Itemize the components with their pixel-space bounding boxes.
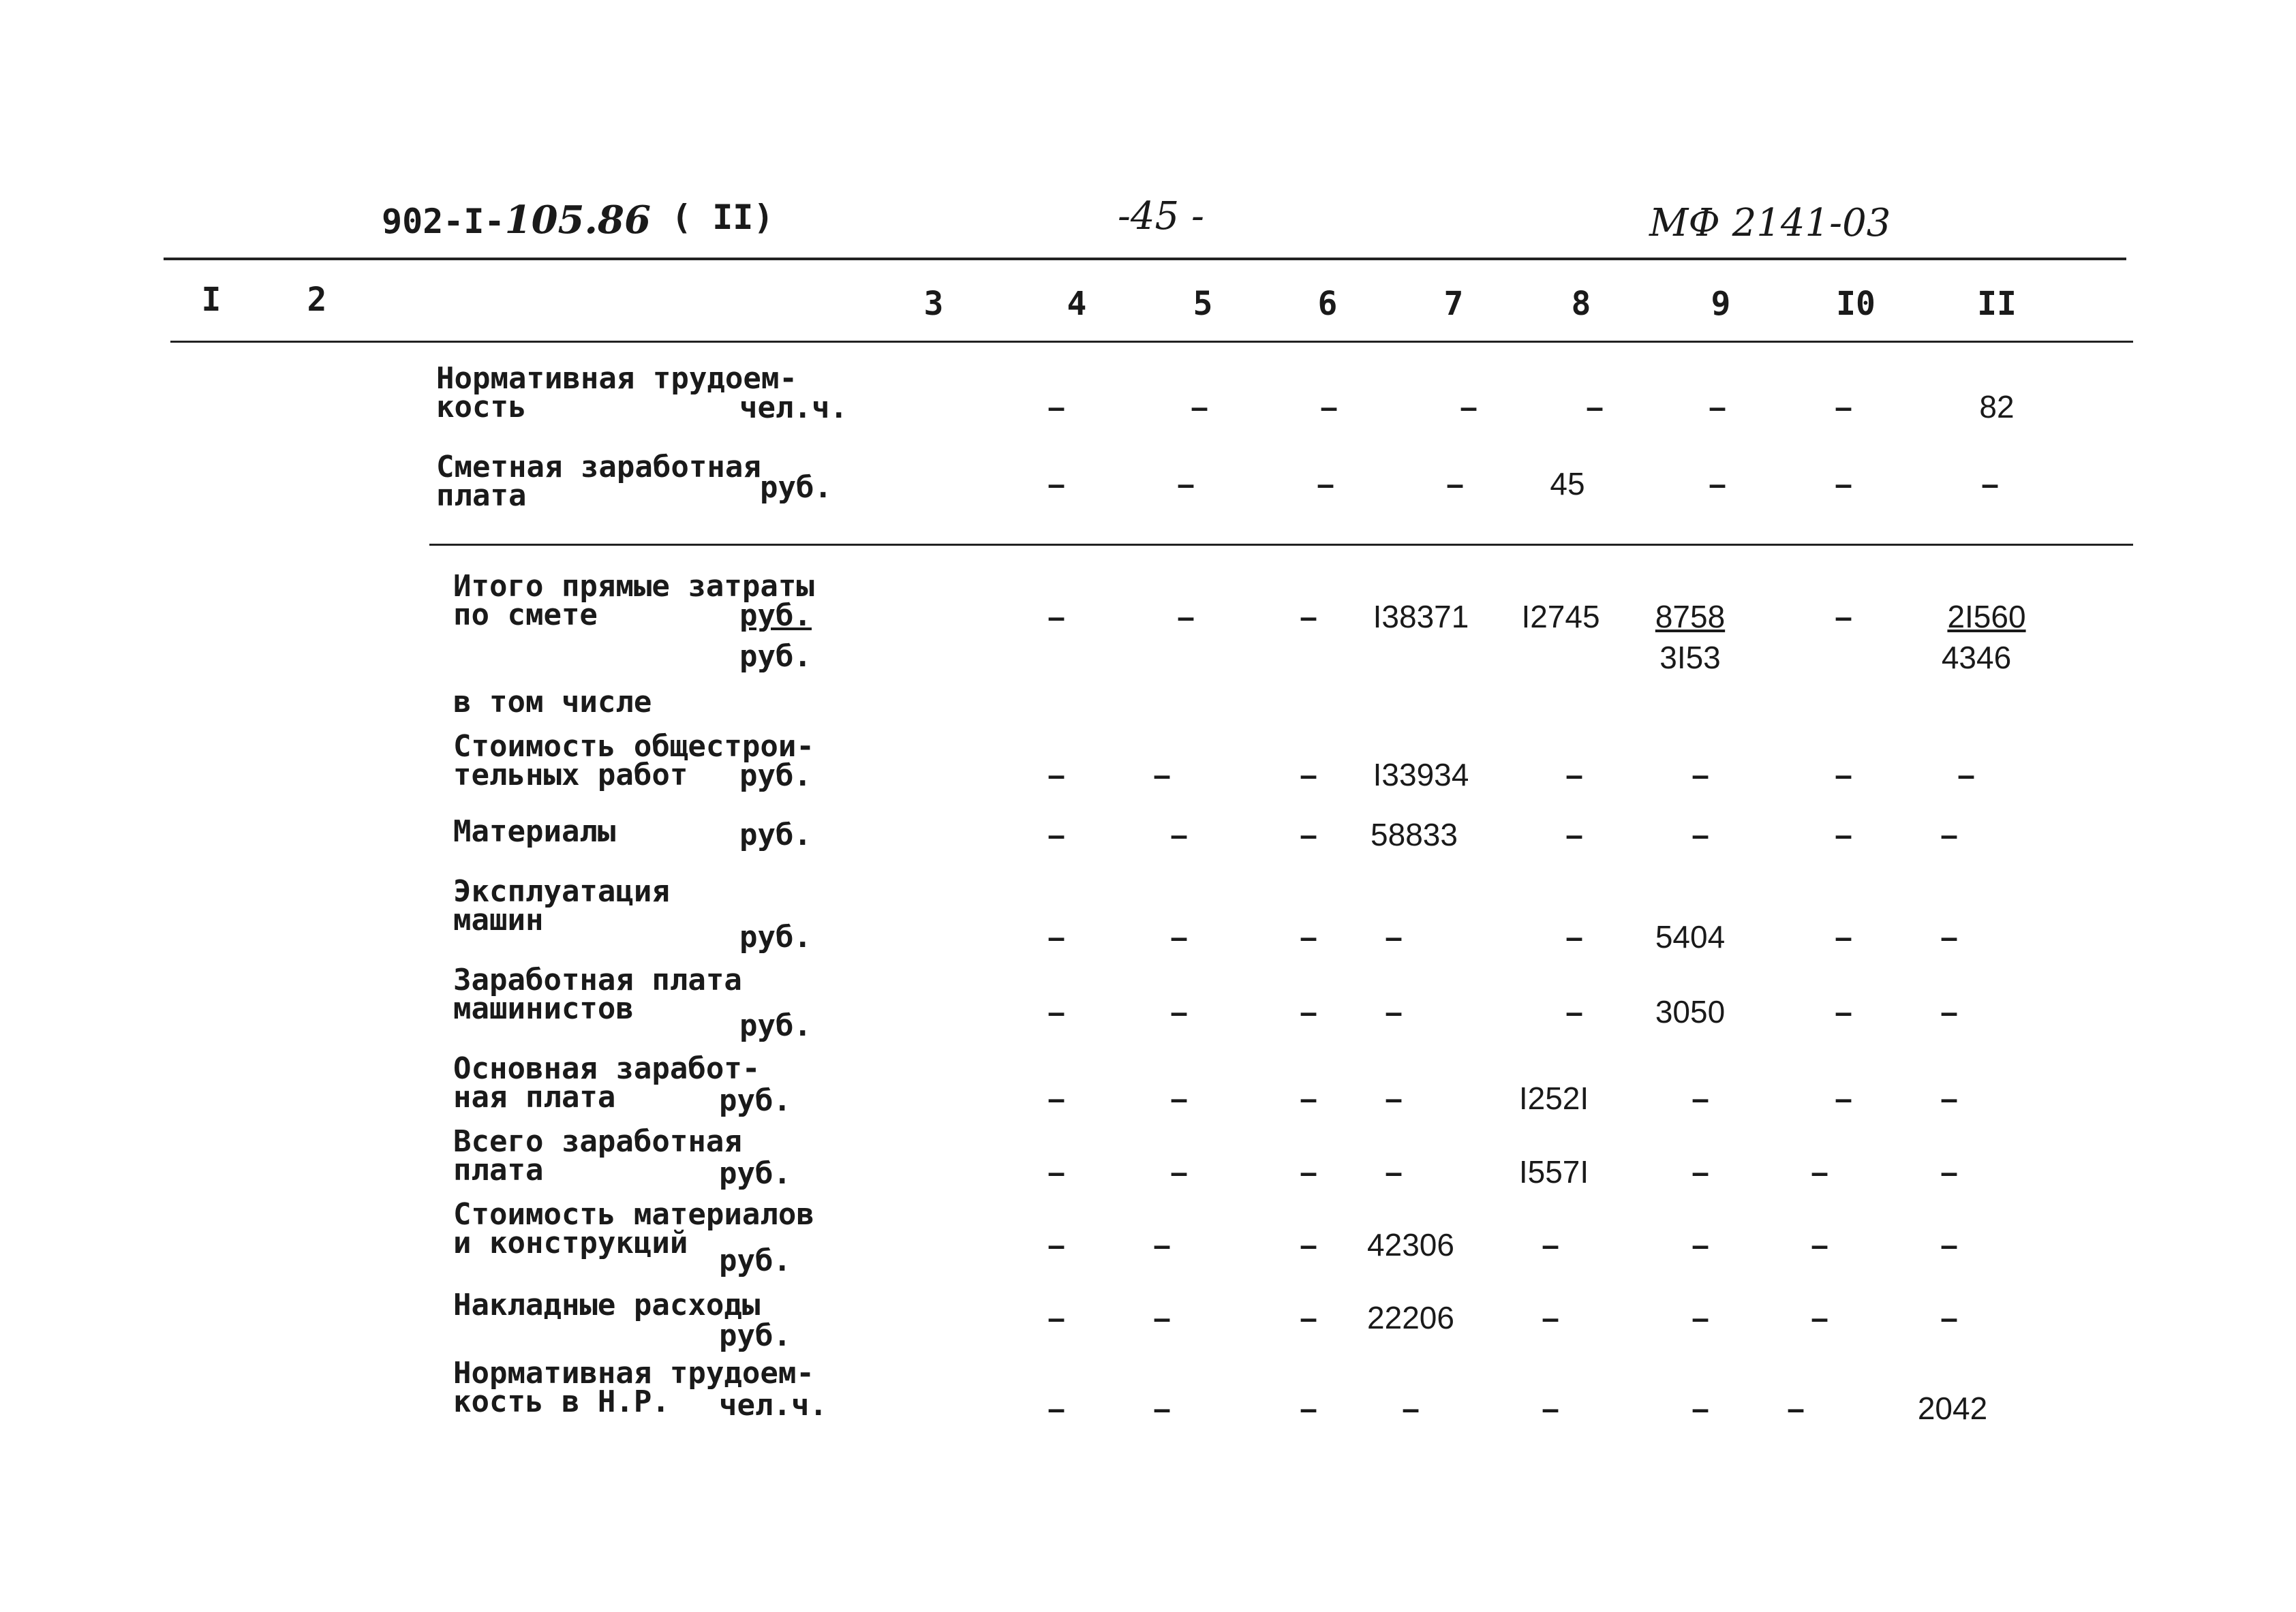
- table-cell: –: [1835, 466, 1852, 501]
- table-cell: –: [1835, 757, 1852, 792]
- table-cell: –: [1153, 1300, 1171, 1335]
- page-number: -45 -: [1118, 194, 1204, 238]
- table-cell: –: [1542, 1300, 1559, 1335]
- column-number-1: I: [201, 281, 221, 319]
- row-label-line1: Стоимость общестрои-: [453, 729, 814, 764]
- table-cell: –: [1047, 1081, 1065, 1116]
- table-cell: –: [1940, 817, 1958, 852]
- table-cell: –: [1835, 919, 1852, 955]
- table-cell: –: [1460, 389, 1478, 424]
- row-label-line1: Заработная плата: [453, 963, 742, 997]
- section-label: в том числе: [453, 685, 652, 719]
- table-cell: I252I: [1518, 1081, 1589, 1116]
- column-number-3: 3: [923, 285, 944, 323]
- table-cell: –: [1811, 1227, 1828, 1262]
- table-cell: –: [1170, 994, 1188, 1029]
- row-label: [453, 1124, 742, 1188]
- table-cell: –: [1835, 817, 1852, 852]
- table-cell: I33934: [1373, 757, 1469, 792]
- table-cell: –: [1300, 599, 1317, 634]
- row-label: [453, 874, 670, 937]
- table-cell: I2745: [1521, 599, 1600, 634]
- row-label: [453, 963, 742, 1026]
- table-cell: –: [1709, 466, 1726, 501]
- table-cell: –: [1811, 1300, 1828, 1335]
- table-cell: –: [1300, 1154, 1317, 1190]
- row-unit: руб.: [719, 1083, 791, 1118]
- table-cell: –: [1320, 389, 1338, 424]
- table-cell: –: [1153, 1227, 1171, 1262]
- table-cell: I557I: [1518, 1154, 1589, 1190]
- table-cell: –: [1170, 817, 1188, 852]
- table-cell: –: [1047, 1154, 1065, 1190]
- table-cell: 45: [1550, 466, 1585, 501]
- document-part: ( II): [671, 198, 774, 237]
- table-cell: 3I53: [1659, 640, 1721, 675]
- table-cell: –: [1047, 919, 1065, 955]
- table-cell: –: [1170, 919, 1188, 955]
- row-unit: руб.: [760, 470, 832, 505]
- table-cell: –: [1047, 1227, 1065, 1262]
- row-label-line1: Эксплуатация: [453, 874, 670, 909]
- table-cell: –: [1565, 817, 1583, 852]
- table-cell: –: [1300, 1300, 1317, 1335]
- table-cell: –: [1811, 1154, 1828, 1190]
- total-label-line2: по смете: [453, 598, 598, 632]
- table-cell: –: [1300, 919, 1317, 955]
- column-number-8: 8: [1571, 285, 1591, 323]
- table-cell: –: [1300, 1391, 1317, 1426]
- document-code-printed: 902-I-: [382, 202, 505, 241]
- column-number-6: 6: [1317, 285, 1338, 323]
- table-cell: –: [1586, 389, 1604, 424]
- total-unit-1: руб.: [739, 598, 812, 633]
- table-cell: –: [1385, 1154, 1403, 1190]
- table-cell: –: [1446, 466, 1464, 501]
- row-label-line2: кость: [436, 390, 527, 424]
- document-code-handwritten: 105.86: [504, 198, 651, 243]
- row-label-line1: Нормативная трудоем-: [436, 361, 797, 396]
- table-cell: 22206: [1367, 1300, 1454, 1335]
- table-cell: –: [1300, 1081, 1317, 1116]
- row-unit: чел.ч.: [739, 390, 848, 425]
- table-cell: 42306: [1367, 1227, 1454, 1262]
- table-cell: –: [1300, 994, 1317, 1029]
- table-cell: –: [1940, 1081, 1958, 1116]
- column-number-4: 4: [1067, 285, 1087, 323]
- row-label-line2: машин: [453, 903, 544, 937]
- row-label-line1: Сметная заработная: [436, 450, 761, 484]
- table-cell: –: [1385, 994, 1403, 1029]
- table-cell: –: [1565, 919, 1583, 955]
- row-label-line1: Нормативная трудоем-: [453, 1356, 814, 1391]
- table-cell: –: [1787, 1391, 1805, 1426]
- table-cell: 82: [1979, 389, 2015, 424]
- row-unit: чел.ч.: [719, 1388, 827, 1423]
- table-cell: –: [1940, 919, 1958, 955]
- row-unit: руб.: [739, 1008, 812, 1043]
- row-label-line2: и конструкций: [453, 1226, 688, 1260]
- column-number-10: I0: [1836, 285, 1876, 323]
- table-cell: 8758: [1655, 599, 1726, 634]
- table-cell: 3050: [1655, 994, 1726, 1029]
- document-code: [382, 198, 651, 243]
- row-label-line2: тельных работ: [453, 758, 688, 792]
- table-cell: –: [1940, 994, 1958, 1029]
- table-cell: –: [1170, 1154, 1188, 1190]
- table-cell: –: [1692, 1227, 1709, 1262]
- row-unit: руб.: [739, 758, 812, 793]
- table-cell: –: [1317, 466, 1334, 501]
- table-cell: –: [1940, 1300, 1958, 1335]
- table-cell: –: [1565, 757, 1583, 792]
- table-cell: –: [1300, 1227, 1317, 1262]
- table-cell: –: [1957, 757, 1975, 792]
- row-label-line2: плата: [436, 478, 527, 513]
- table-cell: –: [1300, 757, 1317, 792]
- table-cell: –: [1177, 599, 1195, 634]
- column-number-9: 9: [1711, 285, 1731, 323]
- table-cell: –: [1692, 1391, 1709, 1426]
- table-cell: –: [1542, 1227, 1559, 1262]
- table-cell: –: [1835, 1081, 1852, 1116]
- row-label: [436, 450, 761, 513]
- table-cell: –: [1153, 1391, 1171, 1426]
- row-label-line1: Всего заработная: [453, 1124, 742, 1159]
- row-label-line1: Основная заработ-: [453, 1051, 761, 1086]
- column-number-5: 5: [1193, 285, 1213, 323]
- row-unit: руб.: [719, 1243, 791, 1278]
- table-cell: –: [1709, 389, 1726, 424]
- table-cell: –: [1300, 817, 1317, 852]
- table-cell: –: [1047, 599, 1065, 634]
- row-label-line2: ная плата: [453, 1080, 616, 1115]
- right-code: МФ 2141-03: [1649, 201, 1891, 245]
- table-cell: –: [1153, 757, 1171, 792]
- table-cell: –: [1565, 994, 1583, 1029]
- table-cell: I38371: [1373, 599, 1469, 634]
- column-number-7: 7: [1443, 285, 1464, 323]
- header-rule: [164, 258, 2126, 260]
- table-cell: –: [1047, 1300, 1065, 1335]
- row-label: Материалы: [453, 814, 616, 849]
- table-cell: –: [1191, 389, 1208, 424]
- table-cell: –: [1047, 757, 1065, 792]
- table-cell: –: [1402, 1391, 1420, 1426]
- row-unit: руб.: [739, 920, 812, 955]
- row-label-line2: машинистов: [453, 991, 634, 1026]
- table-cell: –: [1047, 466, 1065, 501]
- table-cell: 58833: [1371, 817, 1458, 852]
- column-number-2: 2: [307, 281, 327, 319]
- row-label-line2: кость в Н.Р.: [453, 1384, 670, 1419]
- column-number-11: II: [1977, 285, 2017, 323]
- table-cell: –: [1981, 466, 1999, 501]
- table-cell: –: [1940, 1154, 1958, 1190]
- table-cell: –: [1940, 1227, 1958, 1262]
- table-cell: 5404: [1655, 919, 1726, 955]
- table-cell: –: [1542, 1391, 1559, 1426]
- row-unit: руб.: [739, 818, 812, 852]
- total-label-line1: Итого прямые затраты: [453, 569, 814, 604]
- table-cell: –: [1385, 1081, 1403, 1116]
- table-cell: –: [1170, 1081, 1188, 1116]
- table-cell: –: [1692, 1300, 1709, 1335]
- row-label-line2: плата: [453, 1153, 544, 1188]
- section-rule: [429, 544, 2133, 546]
- row-label: Накладные расходы: [453, 1288, 761, 1322]
- table-cell: –: [1692, 817, 1709, 852]
- table-cell: –: [1047, 994, 1065, 1029]
- table-cell: 2I560: [1947, 599, 2026, 634]
- table-cell: –: [1835, 599, 1852, 634]
- table-cell: –: [1047, 817, 1065, 852]
- table-cell: 4346: [1941, 640, 2012, 675]
- table-cell: –: [1692, 1154, 1709, 1190]
- table-cell: –: [1385, 919, 1403, 955]
- total-unit-2: руб.: [739, 639, 812, 674]
- table-cell: –: [1177, 466, 1195, 501]
- column-header-rule: [170, 341, 2133, 343]
- table-cell: –: [1835, 389, 1852, 424]
- table-cell: –: [1047, 1391, 1065, 1426]
- row-unit: руб.: [719, 1318, 791, 1353]
- table-cell: –: [1692, 757, 1709, 792]
- table-cell: –: [1047, 389, 1065, 424]
- table-cell: –: [1835, 994, 1852, 1029]
- table-cell: –: [1692, 1081, 1709, 1116]
- row-unit: руб.: [719, 1156, 791, 1191]
- table-cell: 2042: [1917, 1391, 1988, 1426]
- row-label-line1: Стоимость материалов: [453, 1197, 814, 1232]
